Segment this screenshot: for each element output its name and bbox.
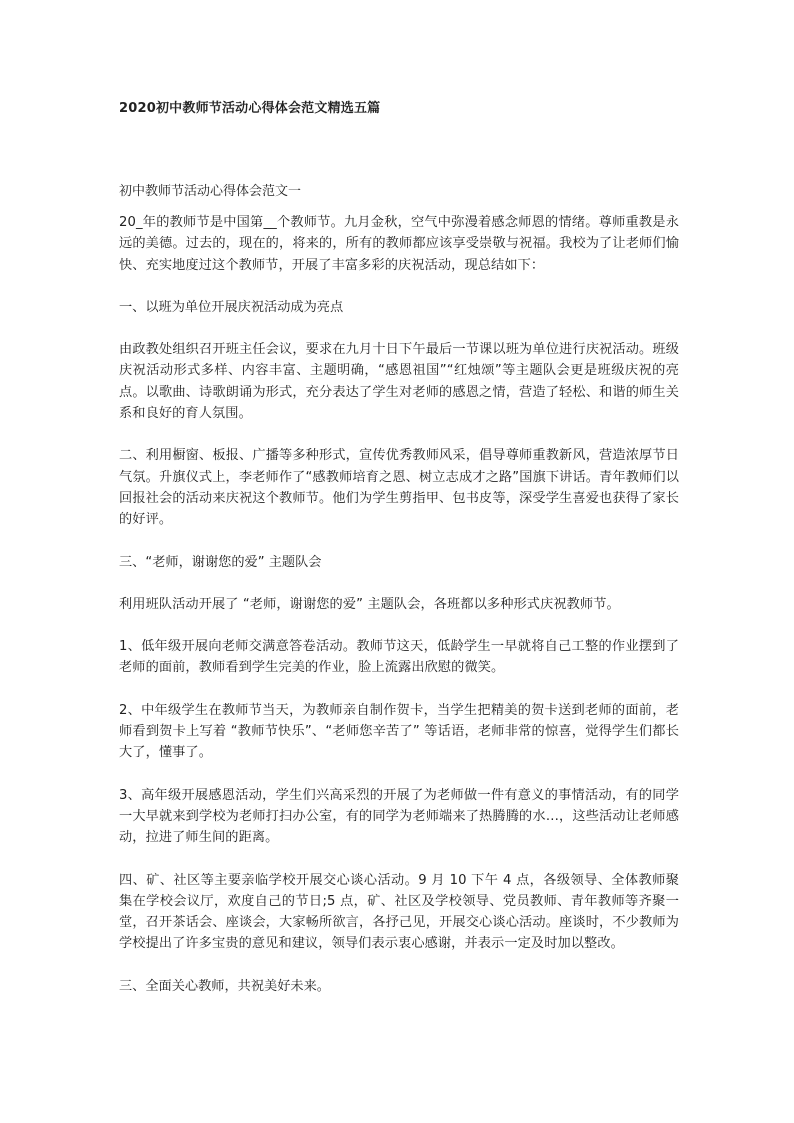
document-title: 2020初中教师节活动心得体会范文精选五篇: [119, 101, 381, 116]
list-item-1: 1、低年级开展向老师交满意答卷活动。教师节这天，低龄学生一早就将自己工整的作业摆到了老师的面前，教师看到学生完美的作业，脸上流露出欣慰的微笑。: [119, 639, 679, 676]
intro-paragraph: 20_年的教师节是中国第__个教师节。九月金秋，空气中弥漫着感念师恩的情绪。尊师重教是永远的美德。过去的，现在的，将来的，所有的教师都应该享受崇敬与祝福。我校为了让老师们愉快、充实地度过这个教师节，开展了丰富多彩的庆祝活动，现总结如下：: [119, 215, 679, 273]
section-4-paragraph: 四、矿、社区等主要亲临学校开展交心谈心活动。9 月 10 下午 4 点，各级领导、全体教师聚集在学校会议厅，欢度自己的节日;5 点，矿、社区及学校领导、党员教师、青年教师等齐聚一堂，召开茶话会、座谈会，大家畅所欲言，各抒己见，开展交心谈心活动。座谈时，不少教师为学校提出了许多宝贵的意见和建议，领导们表示衷心感谢，并表示一定及时加以整改。: [119, 872, 679, 952]
section-heading-final: 三、全面关心教师，共祝美好未来。: [119, 978, 330, 994]
section-heading-3: 三、“老师，谢谢您的爱” 主题队会: [119, 554, 322, 570]
list-item-2: 2、中年级学生在教师节当天，为教师亲自制作贺卡，当学生把精美的贺卡送到老师的面前，老师看到贺卡上写着 “教师节快乐”、“老师您辛苦了” 等话语，老师非常的惊喜，觉得学生们都长大了，懂事了。: [119, 702, 679, 761]
section-3-paragraph: 利用班队活动开展了 “老师，谢谢您的爱” 主题队会，各班都以多种形式庆祝教师节。: [119, 596, 620, 612]
section-1-paragraph: 由政教处组织召开班主任会议，要求在九月十日下午最后一节课以班为单位进行庆祝活动。班级庆祝活动形式多样、内容丰富、主题明确，“感恩祖国”“红烛颂”等主题队会更是班级庆祝的亮点。以歌曲、诗歌朗诵为形式，充分表达了学生对老师的感恩之情，营造了轻松、和谐的师生关系和良好的育人氛围。: [119, 342, 679, 422]
section-2-paragraph: 二、利用橱窗、板报、广播等多种形式，宣传优秀教师风采，倡导尊师重教新风，营造浓厚节日气氛。升旗仪式上，李老师作了“感教师培育之恩、树立志成才之路”国旗下讲话。青年教师们以回报社会的活动来庆祝这个教师节。他们为学生剪指甲、包书皮等，深受学生喜爱也获得了家长的好评。: [119, 448, 679, 528]
article-subtitle: 初中教师节活动心得体会范文一: [119, 184, 302, 199]
section-heading-1: 一、以班为单位开展庆祝活动成为亮点: [119, 299, 344, 315]
article-body: [119, 212, 679, 1018]
list-item-3: 3、高年级开展感恩活动，学生们兴高采烈的开展了为老师做一件有意义的事情活动，有的同学一大早就来到学校为老师打扫办公室，有的同学为老师端来了热腾腾的水…，这些活动让老师感动，拉进了师生间的距离。: [119, 787, 679, 846]
